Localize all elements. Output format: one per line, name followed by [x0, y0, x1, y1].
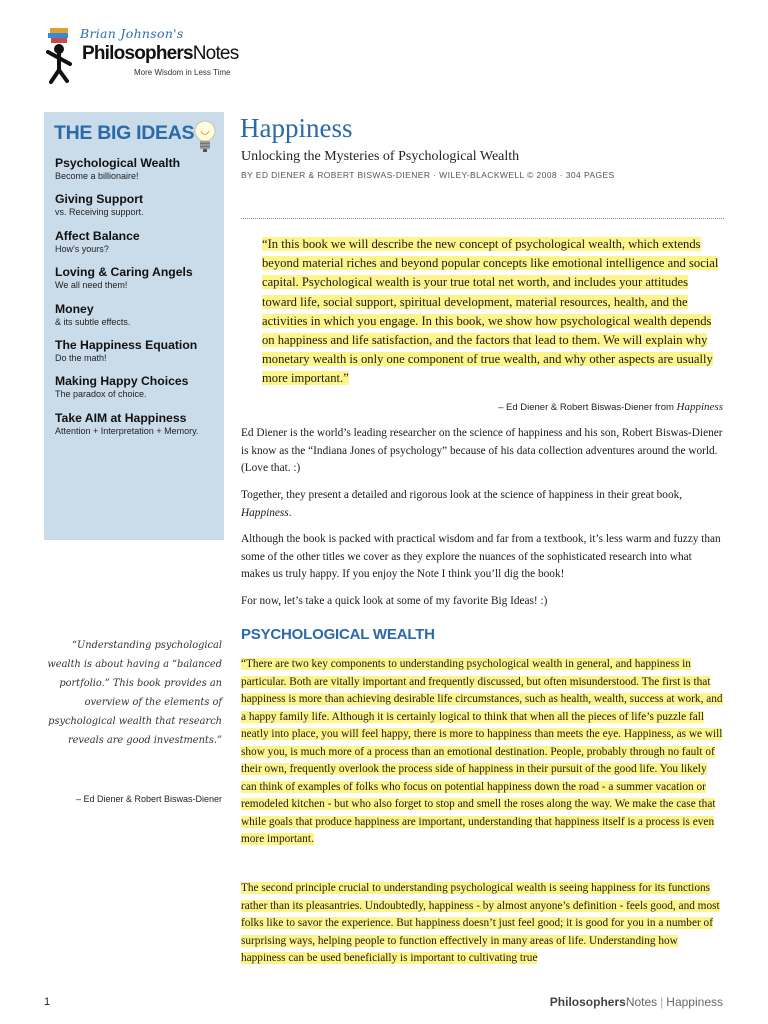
- idea-title: Making Happy Choices: [55, 374, 189, 389]
- idea-subtitle: Attention + Interpretation + Memory.: [55, 425, 199, 436]
- list-item: [55, 265, 223, 301]
- pull-quote-attribution: – Ed Diener & Robert Biswas-Diener: [75, 794, 222, 804]
- footer-brand: PhilosophersNotes | Happiness: [549, 995, 723, 1009]
- idea-title: Giving Support: [55, 192, 144, 207]
- book-subtitle: Unlocking the Mysteries of Psychological Wealth: [241, 149, 520, 164]
- section-paragraph-1: “There are two key components to understanding psychological wealth in general, and happiness in particular. Both are vitally important and frequently discussed, but often misunderstood. The first is that happiness is more than achieving desirable life circumstances, such as health, wealth, success at work, and a happy family life. Although it is certainly logical to think that when all the pieces of life’s puzzle fall neatly into place, you will feel happy, there is more to happiness than meets the eye. Happiness, as we will show you, is much more of a process than an emotional destination. People, probably through no fault of their own, frequently overlook the process side of happiness in their pursuit of the good life. You likely can think of examples of folks who focus on potential happiness down the road - a summer vacation or remodeled kitchen - but who also forget to stop and smell the roses along the way. We make the case that while goals that produce happiness are important, understanding that happiness itself is a process is even more important.: [241, 658, 723, 845]
- idea-subtitle: Do the math!: [55, 352, 107, 363]
- philosophersnotes-logo: [44, 24, 239, 88]
- intro-paragraph-3: Although the book is packed with practical wisdom and far from a textbook, it’s less warm and fuzzy than some of the other titles we cover as they explore the nuances of the sophisticated research into what makes us truly happy. If you enjoy the Note I think you’ll dig the book!: [241, 533, 721, 580]
- idea-title: Money: [55, 301, 94, 316]
- pull-quote: “Understanding psychological wealth is about having a “balanced portfolio.” This book provides an overview of the elements of psychological wealth that research reveals are good investments.”: [47, 640, 222, 746]
- list-item: [55, 411, 223, 447]
- big-ideas-heading: THE BIG IDEAS: [54, 122, 195, 144]
- logo-author: Brian Johnson's: [80, 26, 184, 41]
- list-item: [55, 156, 223, 192]
- intro-paragraph-1: Ed Diener is the world’s leading researcher on the science of happiness and his son, Robert Biswas-Diener is know as the “Indiana Jones of psychology” because of his data collection adventures around the world. (Love that. :): [241, 427, 723, 474]
- lightbulb-icon: [190, 116, 220, 156]
- quote-text: “In this book we will describe the new concept of psychological wealth, which extends beyond material riches and beyond popular concepts like emotional intelligence and social capital. Psychological wealth is your true total net worth, and includes your attitudes toward life, social support, spiritual development, material resources, health, and the activities in which you engage. In this book, we show how psychological wealth depends on happiness and life satisfaction, and the factors that lead to them. We will explain why monetary wealth is only one component of true wealth, and why other aspects are usually more important.”: [262, 237, 719, 386]
- idea-title: Psychological Wealth: [55, 156, 181, 170]
- idea-subtitle: & its subtle effects.: [55, 316, 131, 327]
- idea-title: The Happiness Equation: [55, 337, 198, 352]
- big-ideas-sidebar: [44, 112, 224, 540]
- list-item: [55, 374, 223, 410]
- idea-subtitle: How's yours?: [55, 243, 109, 254]
- intro-paragraph-4: For now, let’s take a quick look at some of my favorite Big Ideas! :): [241, 595, 548, 607]
- intro-paragraph-2: Together, they present a detailed and rigorous look at the science of happiness in their great book, Happiness.: [241, 489, 683, 519]
- idea-subtitle: vs. Receiving support.: [55, 207, 144, 218]
- section-paragraph-2: The second principle crucial to understanding psychological wealth is seeing happiness for its functions rather than its pleasantries. Undoubtedly, happiness - by almost anyone’s definition - feels good, and most folks like to savor the experience. But happiness doesn’t just feel good; it is good for you in a number of surprising ways, helping people to function effectively in many areas of life. Understanding how happiness can be used beneficially is important to cultivating true: [241, 882, 720, 964]
- idea-subtitle: We all need them!: [55, 280, 128, 291]
- list-item: [55, 338, 223, 374]
- logo-tagline: More Wisdom in Less Time: [134, 68, 231, 77]
- idea-title: Loving & Caring Angels: [55, 265, 193, 280]
- list-item: [55, 302, 223, 338]
- idea-title: Affect Balance: [55, 228, 140, 243]
- book-title: Happiness: [240, 113, 353, 143]
- divider: [241, 218, 724, 219]
- section-heading: PSYCHOLOGICAL WEALTH: [241, 626, 435, 643]
- opening-quote: [262, 235, 722, 389]
- idea-title: Take AIM at Happiness: [55, 410, 187, 425]
- logo-wordmark: PhilosophersNotes: [82, 43, 239, 64]
- list-item: [55, 192, 223, 228]
- quote-attribution: – Ed Diener & Robert Biswas-Diener from Happiness: [498, 401, 723, 413]
- idea-subtitle: Become a billionaire!: [55, 171, 139, 181]
- big-ideas-list: [55, 156, 223, 447]
- mascot-icon: [44, 26, 74, 84]
- page-number: 1: [44, 996, 51, 1008]
- list-item: [55, 229, 223, 265]
- book-byline: BY ED DIENER & ROBERT BISWAS-DIENER · WILEY-BLACKWELL © 2008 · 304 PAGES: [241, 170, 615, 180]
- idea-subtitle: The paradox of choice.: [55, 389, 147, 400]
